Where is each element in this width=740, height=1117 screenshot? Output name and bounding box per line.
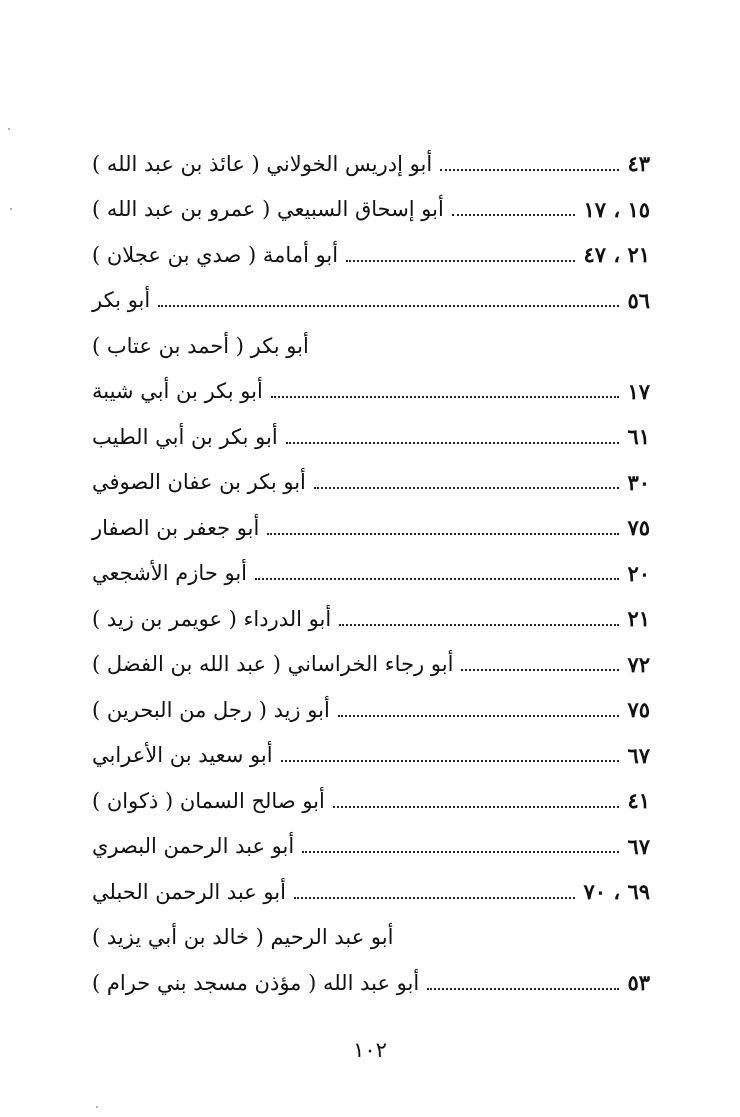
entry-pages: ٦١ [627, 424, 650, 450]
index-entry [92, 960, 650, 1006]
index-entry [92, 414, 650, 460]
dot-leader [427, 988, 619, 990]
entry-name: أبو عبد الرحمن البصري [92, 834, 295, 859]
index-entry [92, 187, 650, 233]
entry-pages: ٢٠ [627, 560, 650, 586]
index-entry [92, 869, 650, 915]
entry-pages: ٢١ ، ٤٧ [583, 242, 650, 268]
dot-leader [271, 396, 620, 398]
index-entry [92, 687, 650, 733]
entry-name: أبو بكر بن عفان الصوفي [92, 470, 306, 495]
scan-speck [10, 208, 12, 210]
entry-pages: ١٥ ، ١٧ [583, 196, 650, 222]
index-entry [92, 505, 650, 551]
entry-pages: ٦٩ ، ٧٠ [583, 879, 650, 905]
entry-name: أبو بكر [92, 288, 151, 313]
entry-name: أبو حازم الأشجعي [92, 561, 247, 586]
entry-pages: ٢١ [627, 606, 650, 632]
entry-pages: ٤٣ [627, 151, 650, 177]
index-entry [92, 278, 650, 324]
entry-name: أبو زيد ( رجل من البحرين ) [92, 697, 330, 722]
entry-pages: ٥٣ [627, 970, 650, 996]
dot-leader [267, 533, 619, 535]
dot-leader [452, 214, 576, 216]
entry-name: أبو رجاء الخراساني ( عبد الله بن الفضل ) [92, 652, 454, 677]
dot-leader [338, 715, 620, 717]
entry-name: أبو الدرداء ( عويمر بن زيد ) [92, 606, 332, 631]
entry-name: أبو بكر ( أحمد بن عتاب ) [92, 333, 309, 358]
entry-name: أبو بكر بن أبي شيبة [92, 379, 263, 404]
dot-leader [302, 851, 619, 853]
index-entry [92, 642, 650, 688]
index-entry [92, 232, 650, 278]
index-entry [92, 596, 650, 642]
entry-name: أبو عبد الرحيم ( خالد بن أبي يزيد ) [92, 925, 394, 950]
dot-leader [440, 169, 619, 171]
index-entry [92, 369, 650, 415]
entry-pages: ١٧ [627, 378, 650, 404]
index-entry [92, 551, 650, 597]
entry-pages: ٧٥ [627, 515, 650, 541]
scan-speck [8, 128, 10, 130]
entry-name: أبو بكر بن أبي الطيب [92, 424, 278, 449]
index-entry [92, 141, 650, 187]
dot-leader [339, 624, 619, 626]
dot-leader [314, 487, 620, 489]
entry-name: أبو جعفر بن الصفار [92, 515, 260, 540]
dot-leader [255, 578, 619, 580]
page-number: ١٠٢ [353, 1038, 387, 1062]
entry-name: أبو صالح السمان ( ذكوان ) [92, 788, 325, 813]
entry-pages: ٤١ [627, 788, 650, 814]
entry-name: أبو إسحاق السبيعي ( عمرو بن عبد الله ) [92, 197, 444, 222]
index-entry [92, 733, 650, 779]
index-entry [92, 824, 650, 870]
dot-leader [286, 442, 620, 444]
scan-speck [96, 1106, 98, 1108]
dot-leader [333, 806, 620, 808]
entry-pages: ٧٥ [627, 697, 650, 723]
entry-pages: ٧٢ [627, 651, 650, 677]
entry-pages: ٣٠ [627, 469, 650, 495]
dot-leader [158, 305, 619, 307]
entry-pages: ٥٦ [627, 287, 650, 313]
entry-name: أبو إدريس الخولاني ( عائذ بن عبد الله ) [92, 151, 433, 176]
index-entry [92, 460, 650, 506]
dot-leader [281, 760, 620, 762]
entry-pages: ٦٧ [627, 833, 650, 859]
entry-name: أبو عبد الرحمن الحبلي [92, 879, 286, 904]
entry-name: أبو أمامة ( صدي بن عجلان ) [92, 242, 339, 267]
index-list [92, 141, 650, 1006]
entry-name: أبو عبد الله ( مؤذن مسجد بني حرام ) [92, 970, 420, 995]
dot-leader [461, 669, 619, 671]
index-entry [92, 915, 650, 961]
entry-pages: ٦٧ [627, 742, 650, 768]
index-entry [92, 778, 650, 824]
dot-leader [294, 897, 576, 899]
entry-name: أبو سعيد بن الأعرابي [92, 743, 273, 768]
dot-leader [346, 260, 575, 262]
index-entry [92, 323, 650, 369]
